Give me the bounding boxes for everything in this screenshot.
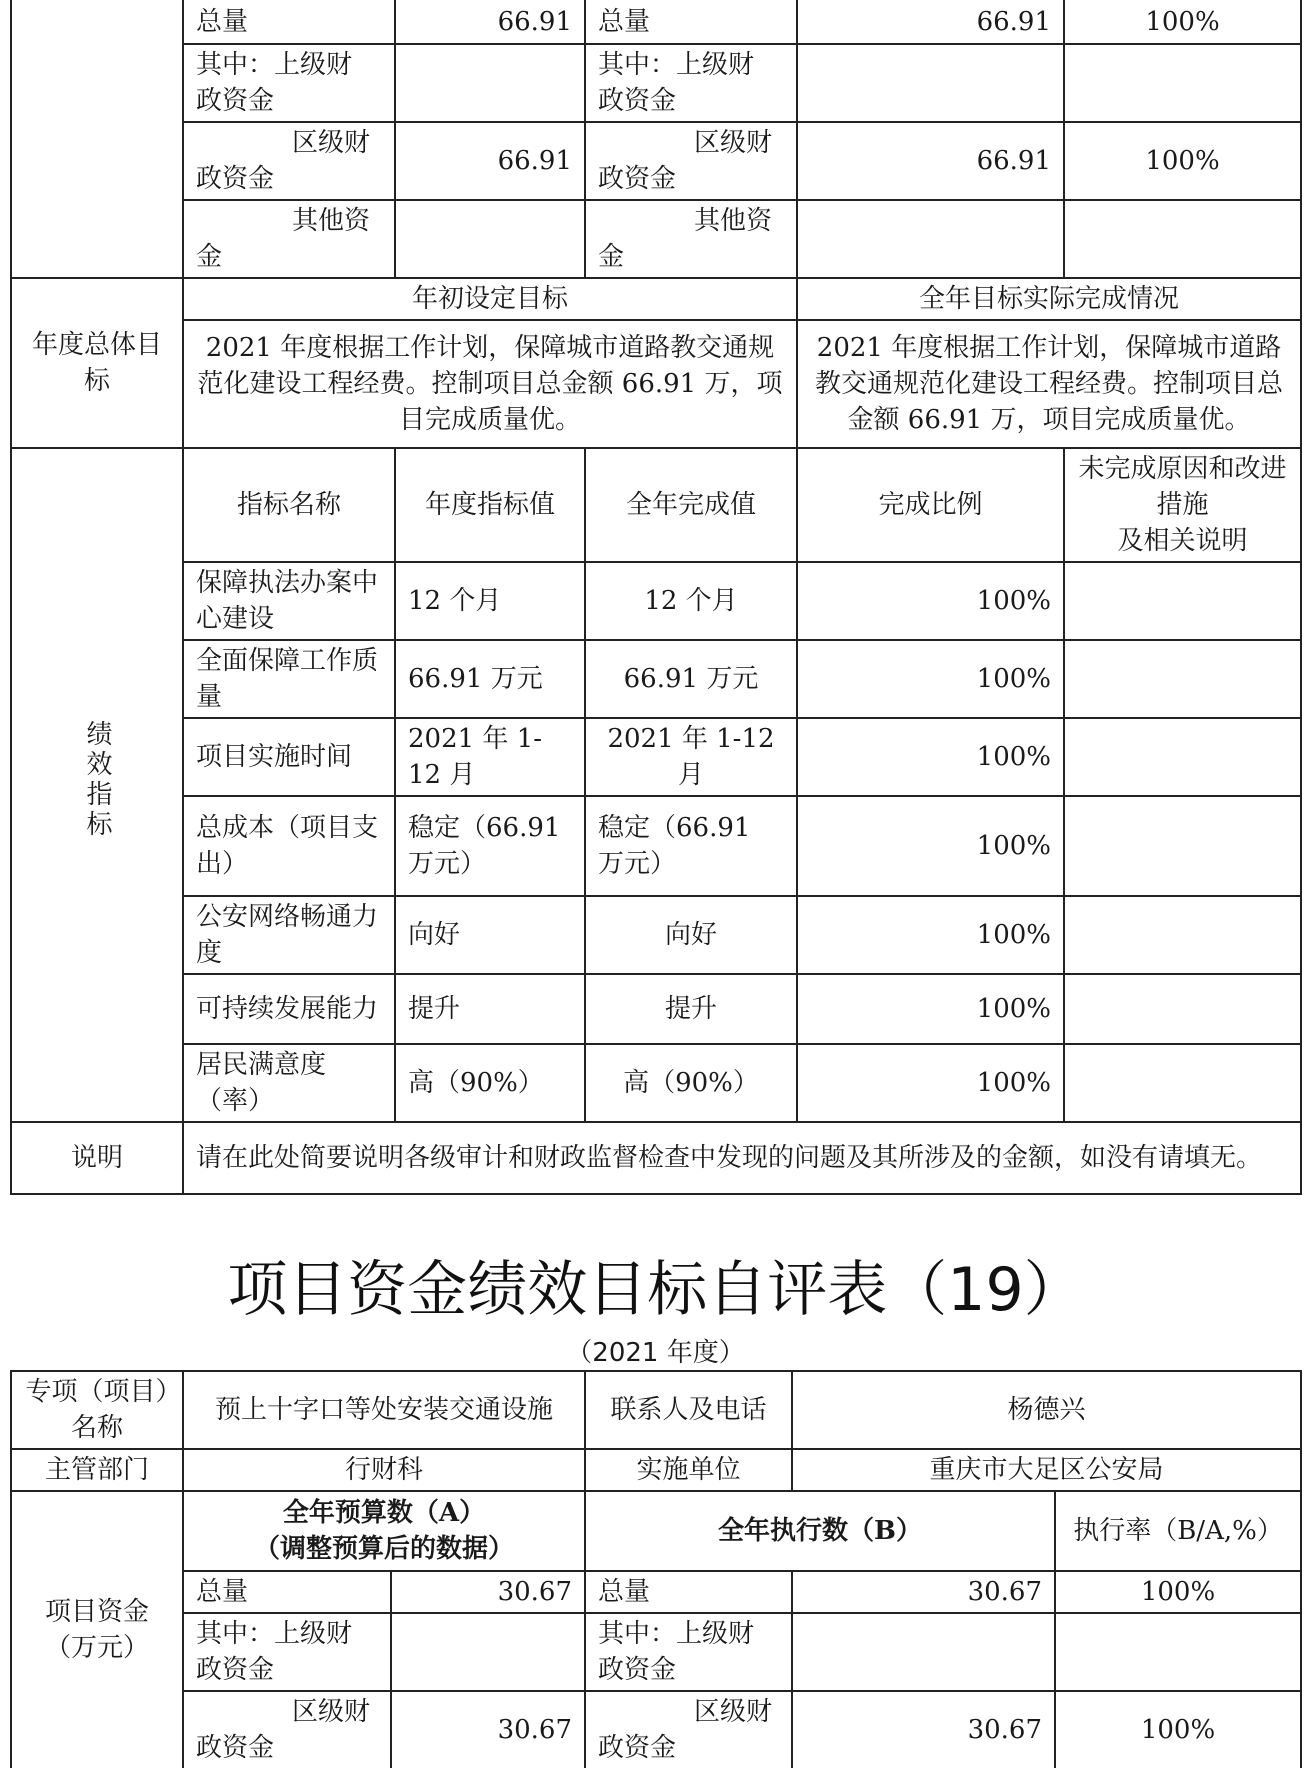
indicator-ratio: 100% bbox=[797, 1044, 1064, 1122]
indicator-done: 2021 年 1-12 月 bbox=[585, 718, 797, 796]
contact-value: 杨德兴 bbox=[792, 1371, 1301, 1449]
goal-header-row bbox=[11, 278, 1301, 320]
upper-actual-label: 其中：上级财 政资金 bbox=[585, 44, 797, 122]
district-label: 区级财 政资金 bbox=[183, 122, 395, 200]
indicator-row bbox=[11, 974, 1301, 1044]
form-title: 项目资金绩效目标自评表（19） bbox=[227, 1255, 1084, 1325]
indicator-row bbox=[11, 718, 1301, 796]
indicator-name: 总成本（项目支出） bbox=[183, 796, 395, 896]
impl-label: 实施单位 bbox=[585, 1449, 792, 1491]
total-actual-label: 总量 bbox=[585, 0, 797, 44]
goal-row-label: 年度总体目 标 bbox=[11, 278, 183, 448]
second-table bbox=[10, 1370, 1302, 1768]
second-district-label: 区级财 政资金 bbox=[183, 1691, 391, 1768]
indicator-name: 全面保障工作质量 bbox=[183, 640, 395, 718]
goal-initial-text: 2021 年度根据工作计划，保障城市道路教交通规范化建设工程经费。控制项目总金额 66.91 万，项目完成质量优。 bbox=[183, 320, 797, 448]
second-upper-rate bbox=[1055, 1613, 1301, 1691]
rate-header: 执行率（B/A,%） bbox=[1055, 1491, 1301, 1571]
second-total-label: 总量 bbox=[183, 1571, 391, 1613]
indicator-done: 66.91 万元 bbox=[585, 640, 797, 718]
indicator-reason bbox=[1064, 1044, 1301, 1122]
project-row bbox=[11, 1371, 1301, 1449]
indicator-ratio: 100% bbox=[797, 640, 1064, 718]
indicator-ratio: 100% bbox=[797, 796, 1064, 896]
goal-actual-header: 全年目标实际完成情况 bbox=[797, 278, 1301, 320]
goal-text-row bbox=[11, 320, 1301, 448]
indicator-annual: 提升 bbox=[395, 974, 585, 1044]
indicator-reason bbox=[1064, 718, 1301, 796]
second-upper-actual bbox=[792, 1613, 1055, 1691]
upper-budget bbox=[395, 44, 585, 122]
indicator-row bbox=[11, 640, 1301, 718]
second-district-rate: 100% bbox=[1055, 1691, 1301, 1768]
dept-value: 行财科 bbox=[183, 1449, 585, 1491]
indicator-row-label: 绩效指标 bbox=[11, 448, 183, 1122]
funds-district-row bbox=[11, 122, 1301, 200]
indicator-done: 高（90%） bbox=[585, 1044, 797, 1122]
indicator-annual: 66.91 万元 bbox=[395, 640, 585, 718]
indicator-reason bbox=[1064, 974, 1301, 1044]
exec-header: 全年执行数（B） bbox=[585, 1491, 1055, 1571]
top-table bbox=[10, 0, 1302, 1195]
funds-upper-row bbox=[11, 44, 1301, 122]
impl-value: 重庆市大足区公安局 bbox=[792, 1449, 1301, 1491]
other-actual bbox=[797, 200, 1064, 278]
indicator-reason bbox=[1064, 896, 1301, 974]
indicator-annual: 稳定（66.91 万元） bbox=[395, 796, 585, 896]
indicator-header-row bbox=[11, 448, 1301, 562]
indicator-done: 稳定（66.91 万元） bbox=[585, 796, 797, 896]
budget-header: 全年预算数（A） （调整预算后的数据） bbox=[183, 1491, 585, 1571]
second-upper-budget bbox=[391, 1613, 585, 1691]
indicator-annual: 高（90%） bbox=[395, 1044, 585, 1122]
indicator-done: 向好 bbox=[585, 896, 797, 974]
indicator-name: 可持续发展能力 bbox=[183, 974, 395, 1044]
indicator-reason bbox=[1064, 562, 1301, 640]
funds-label: 项目资金 （万元） bbox=[11, 1491, 183, 1768]
second-total-budget: 30.67 bbox=[391, 1571, 585, 1613]
second-district-actual-label: 区级财 政资金 bbox=[585, 1691, 792, 1768]
second-upper-row bbox=[11, 1613, 1301, 1691]
dept-row bbox=[11, 1449, 1301, 1491]
project-name: 预上十字口等处安装交通设施 bbox=[183, 1371, 585, 1449]
indicator-row bbox=[11, 896, 1301, 974]
total-budget: 66.91 bbox=[395, 0, 585, 44]
header-reason: 未完成原因和改进 措施 及相关说明 bbox=[1064, 448, 1301, 562]
district-rate: 100% bbox=[1064, 122, 1301, 200]
indicator-ratio: 100% bbox=[797, 562, 1064, 640]
second-total-actual-label: 总量 bbox=[585, 1571, 792, 1613]
goal-initial-header: 年初设定目标 bbox=[183, 278, 797, 320]
indicator-row bbox=[11, 1044, 1301, 1122]
header-name: 指标名称 bbox=[183, 448, 395, 562]
second-upper-label: 其中：上级财 政资金 bbox=[183, 1613, 391, 1691]
indicator-name: 居民满意度（率） bbox=[183, 1044, 395, 1122]
district-budget: 66.91 bbox=[395, 122, 585, 200]
second-district-budget: 30.67 bbox=[391, 1691, 585, 1768]
goal-actual-text: 2021 年度根据工作计划，保障城市道路教交通规范化建设工程经费。控制项目总金额 66.91 万，项目完成质量优。 bbox=[797, 320, 1301, 448]
indicator-done: 提升 bbox=[585, 974, 797, 1044]
funds-total-row bbox=[11, 0, 1301, 44]
other-label: 其他资 金 bbox=[183, 200, 395, 278]
total-actual: 66.91 bbox=[797, 0, 1064, 44]
header-ratio: 完成比例 bbox=[797, 448, 1064, 562]
second-total-rate: 100% bbox=[1055, 1571, 1301, 1613]
total-rate: 100% bbox=[1064, 0, 1301, 44]
indicator-name: 项目实施时间 bbox=[183, 718, 395, 796]
second-district-row bbox=[11, 1691, 1301, 1768]
upper-rate bbox=[1064, 44, 1301, 122]
indicator-row bbox=[11, 796, 1301, 896]
other-budget bbox=[395, 200, 585, 278]
contact-label: 联系人及电话 bbox=[585, 1371, 792, 1449]
second-upper-actual-label: 其中：上级财 政资金 bbox=[585, 1613, 792, 1691]
funds-header-row bbox=[11, 1491, 1301, 1571]
form-subtitle: （2021 年度） bbox=[566, 1338, 745, 1368]
other-rate bbox=[1064, 200, 1301, 278]
second-total-actual: 30.67 bbox=[792, 1571, 1055, 1613]
note-label: 说明 bbox=[11, 1122, 183, 1194]
funds-label-cell bbox=[11, 0, 183, 278]
note-text: 请在此处简要说明各级审计和财政监督检查中发现的问题及其所涉及的金额，如没有请填无。 bbox=[183, 1122, 1301, 1194]
indicator-ratio: 100% bbox=[797, 896, 1064, 974]
note-row bbox=[11, 1122, 1301, 1194]
other-actual-label: 其他资 金 bbox=[585, 200, 797, 278]
indicator-ratio: 100% bbox=[797, 974, 1064, 1044]
funds-other-row bbox=[11, 200, 1301, 278]
dept-label: 主管部门 bbox=[11, 1449, 183, 1491]
indicator-annual: 2021 年 1-12 月 bbox=[395, 718, 585, 796]
indicator-row bbox=[11, 562, 1301, 640]
indicator-annual: 12 个月 bbox=[395, 562, 585, 640]
upper-label: 其中：上级财 政资金 bbox=[183, 44, 395, 122]
indicator-reason bbox=[1064, 640, 1301, 718]
indicator-name: 公安网络畅通力度 bbox=[183, 896, 395, 974]
header-done: 全年完成值 bbox=[585, 448, 797, 562]
second-total-row bbox=[11, 1571, 1301, 1613]
district-actual-label: 区级财 政资金 bbox=[585, 122, 797, 200]
indicator-name: 保障执法办案中心建设 bbox=[183, 562, 395, 640]
upper-actual bbox=[797, 44, 1064, 122]
second-district-actual: 30.67 bbox=[792, 1691, 1055, 1768]
header-annual: 年度指标值 bbox=[395, 448, 585, 562]
project-label: 专项（项目）名称 bbox=[11, 1371, 183, 1449]
indicator-ratio: 100% bbox=[797, 718, 1064, 796]
indicator-done: 12 个月 bbox=[585, 562, 797, 640]
district-actual: 66.91 bbox=[797, 122, 1064, 200]
indicator-annual: 向好 bbox=[395, 896, 585, 974]
total-label: 总量 bbox=[183, 0, 395, 44]
indicator-reason bbox=[1064, 796, 1301, 896]
